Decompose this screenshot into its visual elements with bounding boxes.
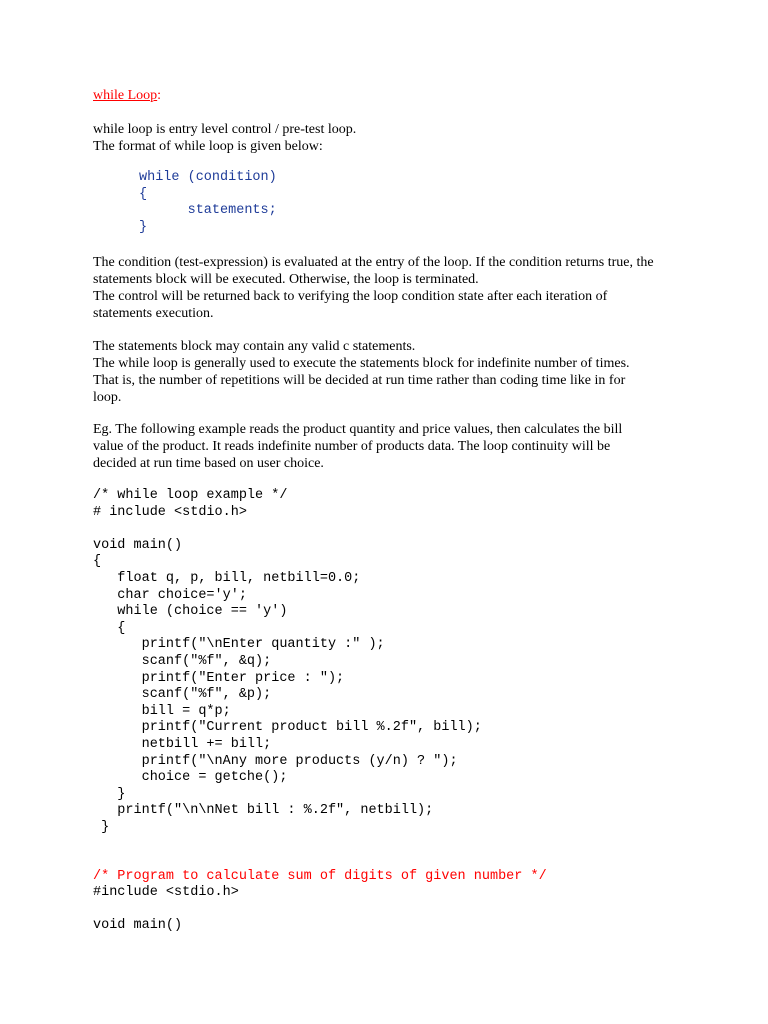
code-line: printf("Current product bill %.2f", bill); xyxy=(93,720,482,736)
text-line: The statements block may contain any valid c statements. xyxy=(93,339,416,354)
code-line: /* while loop example */ xyxy=(93,488,288,503)
heading-colon: : xyxy=(157,88,162,103)
code-line: } xyxy=(93,786,126,802)
code-line: printf("\nEnter quantity :" ); xyxy=(93,637,385,653)
code-line: { xyxy=(93,554,102,570)
code-line: printf("Enter price : "); xyxy=(93,670,345,686)
code-line: printf("\n\nNet bill : %.2f", netbill); xyxy=(93,803,434,819)
text-line: while loop is entry level control / pre-test loop. xyxy=(93,122,357,137)
syntax-code-block xyxy=(139,170,277,236)
code-line: { xyxy=(93,620,126,636)
code-line: choice = getche(); xyxy=(93,770,288,786)
text-line: Eg. The following example reads the product quantity and price values, then calculates the bill xyxy=(93,422,623,437)
code-line: netbill += bill; xyxy=(93,736,272,752)
code-line: void main() xyxy=(93,918,183,934)
code-line: { xyxy=(139,186,148,202)
code-line: # include <stdio.h> xyxy=(93,504,247,520)
text-line: decided at run time based on user choice. xyxy=(93,456,324,471)
example-code-block xyxy=(93,488,482,836)
code-line xyxy=(93,902,239,919)
text-line: The control will be returned back to verifying the loop condition state after each iteration of xyxy=(93,289,608,304)
code-line: statements; xyxy=(139,203,277,219)
program2-code-block xyxy=(93,885,239,935)
code-line: printf("\nAny more products (y/n) ? "); xyxy=(93,753,458,769)
code-line: } xyxy=(139,219,148,235)
code-line: /* Program to calculate sum of digits of given number */ xyxy=(93,869,547,884)
intro-paragraph xyxy=(93,121,721,155)
text-line: That is, the number of repetitions will be decided at run time rather than coding time like in for xyxy=(93,373,626,388)
explanation-paragraph-2 xyxy=(93,338,721,406)
example-intro-paragraph xyxy=(93,421,721,472)
text-line: The format of while loop is given below: xyxy=(93,139,323,154)
text-line: value of the product. It reads indefinite number of products data. The loop continuity will be xyxy=(93,439,611,454)
code-line xyxy=(93,521,482,538)
text-line: loop. xyxy=(93,390,122,405)
code-line: scanf("%f", &q); xyxy=(93,653,272,669)
heading-title: while Loop xyxy=(93,88,158,103)
text-line: statements execution. xyxy=(93,306,214,321)
text-line: statements block will be executed. Otherwise, the loop is terminated. xyxy=(93,272,479,287)
code-line: } xyxy=(93,819,110,835)
text-line: The condition (test-expression) is evaluated at the entry of the loop. If the condition returns true, the xyxy=(93,255,654,270)
program2-comment xyxy=(93,869,547,886)
code-line: void main() xyxy=(93,537,183,553)
text-line: The while loop is generally used to execute the statements block for indefinite number of times. xyxy=(93,356,630,371)
section-heading xyxy=(93,87,161,104)
code-line: while (choice == 'y') xyxy=(93,604,288,620)
code-line: float q, p, bill, netbill=0.0; xyxy=(93,570,361,586)
code-line: char choice='y'; xyxy=(93,587,247,603)
code-line: while (condition) xyxy=(139,170,277,185)
code-line: #include <stdio.h> xyxy=(93,885,239,900)
explanation-paragraph-1 xyxy=(93,254,721,322)
code-line: scanf("%f", &p); xyxy=(93,687,272,703)
code-line: bill = q*p; xyxy=(93,703,231,719)
